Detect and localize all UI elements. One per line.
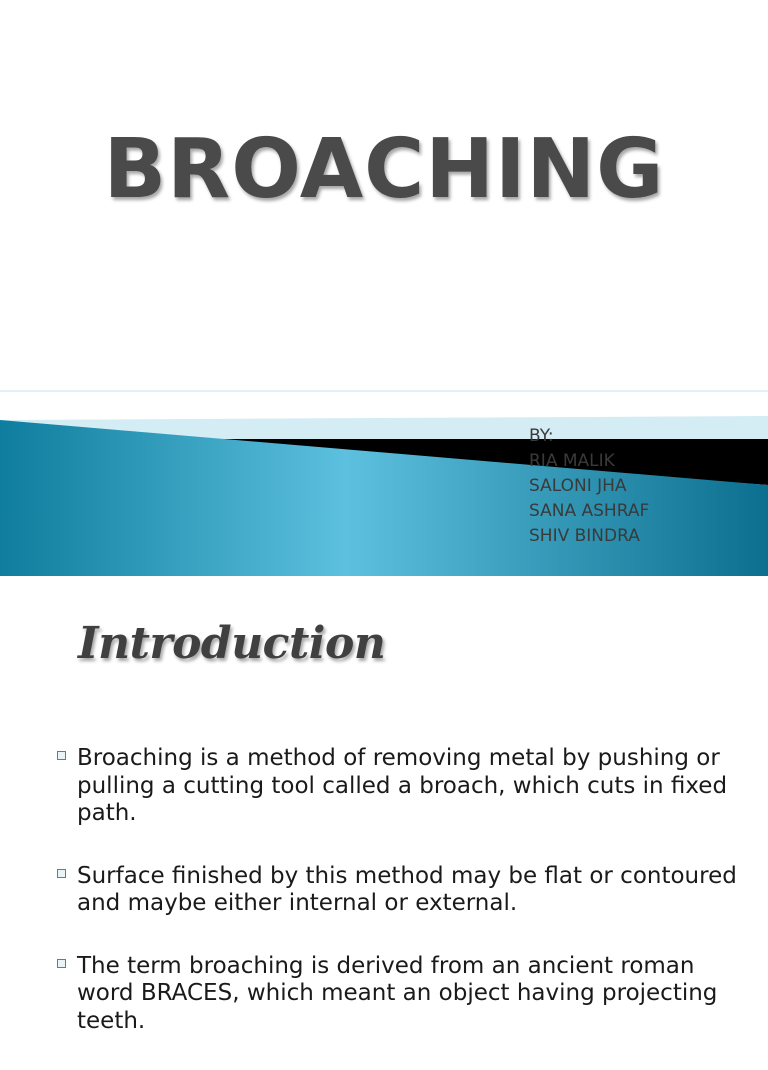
author-name: RIA MALIK	[529, 451, 615, 471]
square-bullet-icon	[57, 751, 66, 760]
square-bullet-icon	[57, 869, 66, 878]
slide-title: BROACHING	[103, 122, 665, 217]
author-label: BY:	[529, 426, 554, 446]
bullet-list	[57, 745, 747, 1070]
decorative-swoosh-band	[0, 388, 768, 576]
list-item	[57, 863, 747, 918]
bullet-text: Broaching is a method of removing metal by pushing or pulling a cutting tool called a broach, which cuts in fixed path.	[77, 745, 728, 826]
bullet-text: The term broaching is derived from an ancient roman word BRACES, which meant an object having projecting teeth.	[77, 952, 718, 1034]
author-list	[529, 424, 649, 549]
author-name: SHIV BINDRA	[529, 526, 640, 546]
square-bullet-icon	[57, 959, 66, 968]
list-item	[57, 745, 747, 828]
slide-heading: Introduction	[78, 618, 386, 669]
author-name: SALONI JHA	[529, 476, 627, 496]
bullet-text: Surface finished by this method may be flat or contoured and maybe either internal or external.	[77, 862, 737, 916]
list-item	[57, 953, 747, 1036]
author-name: SANA ASHRAF	[529, 501, 650, 521]
